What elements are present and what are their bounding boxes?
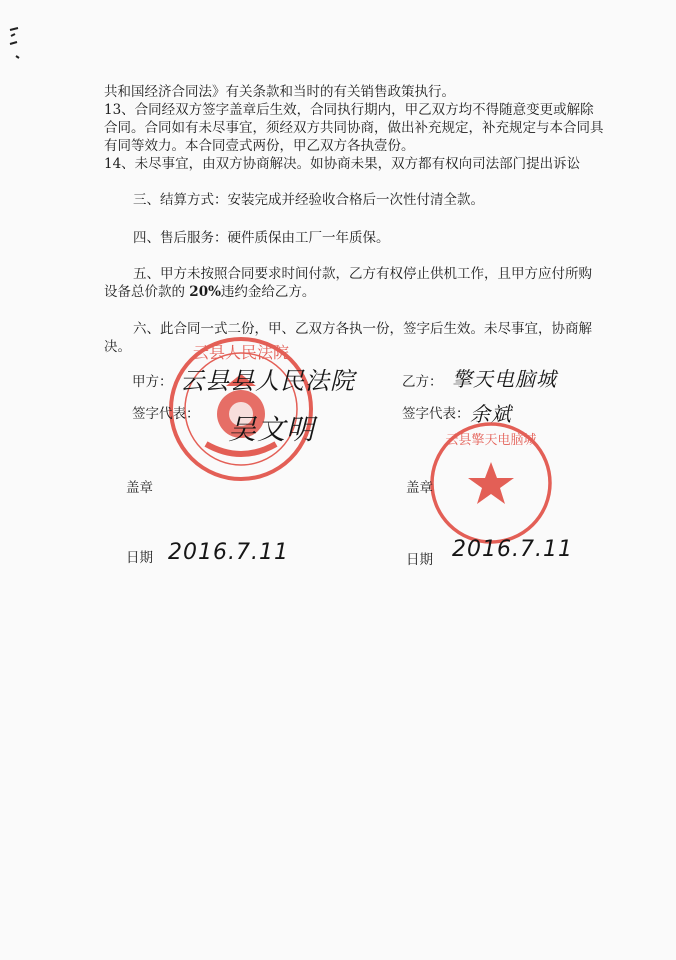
clause-law-line: 共和国经济合同法》有关条款和当时的有关销售政策执行。 (104, 84, 455, 100)
penalty-text-2: 违约金给乙方。 (220, 284, 316, 300)
section-after-sales: 四、售后服务：硬件质保由工厂一年质保。 (133, 230, 390, 246)
party-b-date-label: 日期 (406, 552, 433, 568)
clause-13: 13、合同经双方签字盖章后生效，合同执行期内，甲乙双方均不得随意变更或解除合同。合同如有未尽事宜，须经双方共同协商，做出补充规定，补充规定与本合同具有同等效力。本合同壹式两份，甲乙双方各执壹份。 (104, 102, 604, 154)
party-a-rep-signature: 吴文明 (228, 413, 316, 446)
party-b-name-signature: 擎天电脑城 (452, 367, 557, 391)
party-a-rep-label: 签字代表： (132, 406, 200, 422)
party-a-seal-text: 云县人民法院 (192, 343, 290, 362)
penalty-percent: 20% (189, 284, 221, 300)
scan-mark (8, 22, 30, 62)
party-b-seal-text: 云县擎天电脑城 (445, 433, 537, 448)
party-b-seal-label: 盖章 (406, 480, 433, 496)
section-copies: 六、此合同一式二份，甲、乙双方各执一份，签字后生效。未尽事宜，协商解决。 (104, 321, 592, 355)
party-b-date: 2016.7.11 (452, 537, 573, 562)
party-b-seal (428, 420, 554, 546)
section-penalty (104, 265, 604, 301)
clause-14: 14、未尽事宜，由双方协商解决。如协商未果，双方都有权向司法部门提出诉讼 (104, 156, 581, 172)
section-settlement: 三、结算方式：安装完成并经验收合格后一次性付清全款。 (133, 192, 484, 208)
party-a-seal-label: 盖章 (126, 480, 153, 496)
party-a-date: 2016.7.11 (168, 540, 289, 565)
party-b-rep-label: 签字代表： (402, 406, 470, 422)
party-a-date-label: 日期 (126, 550, 153, 566)
penalty-text-1: 五、甲方未按照合同要求时间付款，乙方有权停止供机工作，且甲方应付所购设备总价款的 (104, 266, 592, 300)
party-a-name-signature: 云县县人民法院 (180, 367, 355, 395)
party-b-label: 乙方： (402, 374, 443, 390)
party-b-rep-signature: 余斌 (470, 402, 512, 426)
party-a-label: 甲方： (132, 374, 173, 390)
